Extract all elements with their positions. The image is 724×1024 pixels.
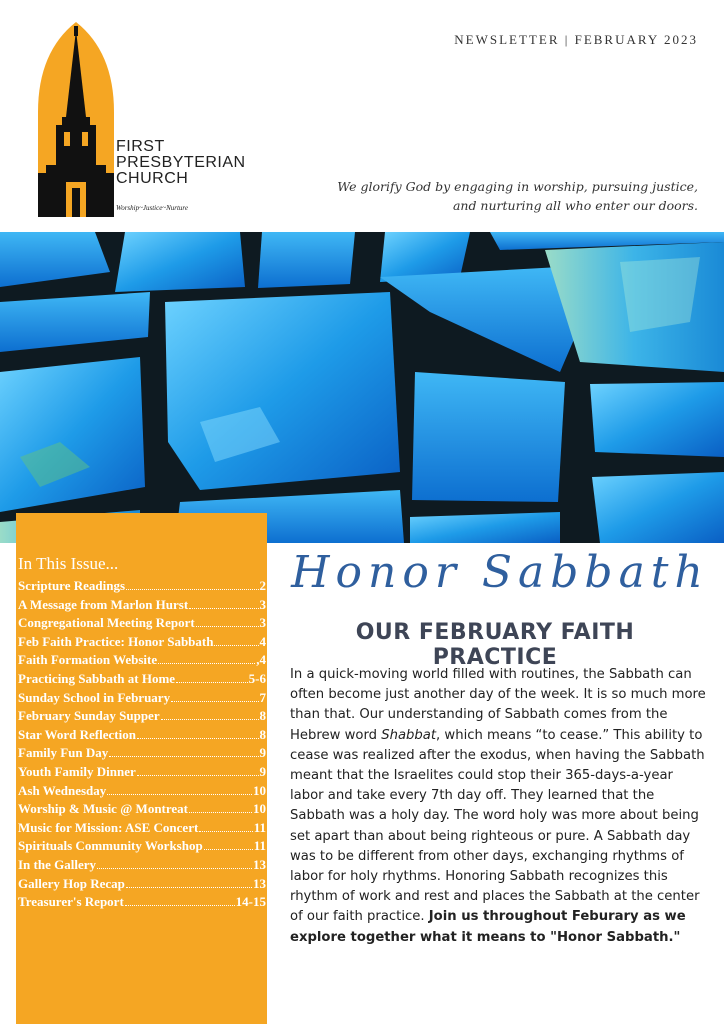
toc-dot-leader xyxy=(126,589,258,590)
article-title-script: Honor Sabbath xyxy=(291,547,709,598)
toc-item-title: A Message from Marlon Hurst xyxy=(18,596,189,612)
toc-item-title: Faith Formation Website xyxy=(18,652,158,668)
toc-dot-leader xyxy=(214,645,258,646)
paragraph-text: In a quick-moving world filled with routines, the Sabbath can often become just another day of the week. It is so much more than that. Our understanding of Sabbath comes from the Hebrew word xyxy=(290,667,706,743)
toc-item-title: Sunday School in February xyxy=(18,689,171,705)
toc-item-title: Family Fun Day xyxy=(18,745,109,761)
toc-item-page: 9 xyxy=(259,745,266,761)
paragraph-call-to-action: Join us throughout Feburary as we explore together what it means to "Honor Sabbath." xyxy=(290,909,686,945)
toc-item-page: 9 xyxy=(259,763,266,779)
toc-item-page: 5-6 xyxy=(248,670,266,686)
toc-item-page: 14-15 xyxy=(235,894,266,910)
toc-dot-leader xyxy=(171,701,258,702)
toc-item-title: Youth Family Dinner xyxy=(18,763,136,779)
toc-item-title: Spirituals Community Workshop xyxy=(18,838,203,854)
toc-item-title: Scripture Readings xyxy=(18,578,126,593)
church-name xyxy=(116,139,246,187)
toc-item-title: Star Word Reflection xyxy=(18,726,136,742)
toc-item xyxy=(18,597,266,616)
church-name-line3: CHURCH xyxy=(116,170,189,187)
toc-item-page: 11 xyxy=(253,819,266,835)
paragraph-text-continued: , which means “to cease.” This ability to cease was realized after the exodus, when having the Sabbath meant that the Israelites could stop their 365-days-a-year labor and take every 7th day off. They learned that the Sabbath was a holy day. The word holy was more about being set apart than about being righteous or pure. A Sabbath day was to be different from other days, exchanging rhythms of labor for holy rhythms. Honoring Sabbath recognizes this rhythm of work and rest and places the Sabbath at the center of our faith practice. xyxy=(290,727,705,925)
toc-item xyxy=(18,690,266,709)
toc-item-title: Practicing Sabbath at Home xyxy=(18,670,176,686)
toc-dot-leader xyxy=(137,738,259,739)
toc-item-page: ,4 xyxy=(256,652,266,668)
toc-dot-leader xyxy=(137,775,259,776)
article-body xyxy=(290,665,710,948)
paragraph-italic-term: Shabbat xyxy=(381,727,437,743)
toc-item-title: Treasurer's Report xyxy=(18,894,124,910)
toc-item-page: 7 xyxy=(259,689,266,705)
toc-item-page: 3 xyxy=(259,615,266,631)
mission-statement: We glorify God by engaging in worship, pursuing justice, and nurturing all who enter our doors. xyxy=(337,179,698,213)
toc-dot-leader xyxy=(158,663,255,664)
toc-item-title: In the Gallery xyxy=(18,856,96,872)
toc-dot-leader xyxy=(204,849,253,850)
toc-item xyxy=(18,783,266,802)
toc-item xyxy=(18,652,266,671)
church-name-line1: FIRST xyxy=(116,138,165,155)
toc-item xyxy=(18,894,266,913)
toc-dot-leader xyxy=(199,831,252,832)
toc-item-page: 3 xyxy=(259,596,266,612)
toc-item xyxy=(18,727,266,746)
article-subtitle: OUR FEBRUARY FAITH PRACTICE xyxy=(355,620,635,670)
toc-item xyxy=(18,615,266,634)
toc-item xyxy=(18,876,266,895)
toc-dot-leader xyxy=(97,868,252,869)
toc-item-page: 11 xyxy=(253,838,266,854)
toc-item xyxy=(18,708,266,727)
toc-dot-leader xyxy=(161,719,259,720)
toc-item-page: 2 xyxy=(259,578,266,593)
toc-item xyxy=(18,801,266,820)
toc-item xyxy=(18,671,266,690)
toc-item xyxy=(18,634,266,653)
toc-dot-leader xyxy=(109,756,258,757)
toc-item-title: February Sunday Supper xyxy=(18,708,160,724)
toc-item-page: 10 xyxy=(253,801,266,817)
toc-item-page: 8 xyxy=(259,708,266,724)
toc-dot-leader xyxy=(189,608,258,609)
toc-item xyxy=(18,745,266,764)
toc-item xyxy=(18,578,266,597)
toc-dot-leader xyxy=(107,794,252,795)
toc-dot-leader xyxy=(196,626,259,627)
article-paragraph xyxy=(290,665,710,948)
newsletter-masthead: NEWSLETTER | FEBRUARY 2023 xyxy=(454,32,698,47)
in-this-issue-sidebar xyxy=(16,513,267,1024)
church-name-line2: PRESBYTERIAN xyxy=(116,154,246,171)
toc-item-title: Feb Faith Practice: Honor Sabbath xyxy=(18,633,214,649)
toc-item-page: 10 xyxy=(253,782,266,798)
stained-glass-image xyxy=(0,232,724,543)
toc-item-page: 4 xyxy=(259,633,266,649)
toc-item-title: Music for Mission: ASE Concert xyxy=(18,819,199,835)
toc-item-page: 13 xyxy=(253,856,266,872)
toc-item xyxy=(18,820,266,839)
toc-dot-leader xyxy=(125,905,235,906)
toc-dot-leader xyxy=(126,887,252,888)
toc-item xyxy=(18,838,266,857)
church-logo xyxy=(36,22,266,222)
article-title xyxy=(290,545,710,615)
steeple-icon xyxy=(36,22,116,217)
toc-dot-leader xyxy=(189,812,252,813)
logo-tagline: Worship~Justice~Nurture xyxy=(116,204,188,212)
toc-item-title: Worship & Music @ Montreat xyxy=(18,801,189,817)
toc-item-page: 13 xyxy=(253,875,266,891)
toc-item-page: 8 xyxy=(259,726,266,742)
toc-item-title: Ash Wednesday xyxy=(18,782,107,798)
toc-item-title: Congregational Meeting Report xyxy=(18,615,195,631)
toc-item xyxy=(18,764,266,783)
table-of-contents xyxy=(18,578,266,913)
toc-item xyxy=(18,857,266,876)
toc-dot-leader xyxy=(176,682,248,683)
toc-item-title: Gallery Hop Recap xyxy=(18,875,125,891)
sidebar-heading: In This Issue... xyxy=(18,554,119,573)
